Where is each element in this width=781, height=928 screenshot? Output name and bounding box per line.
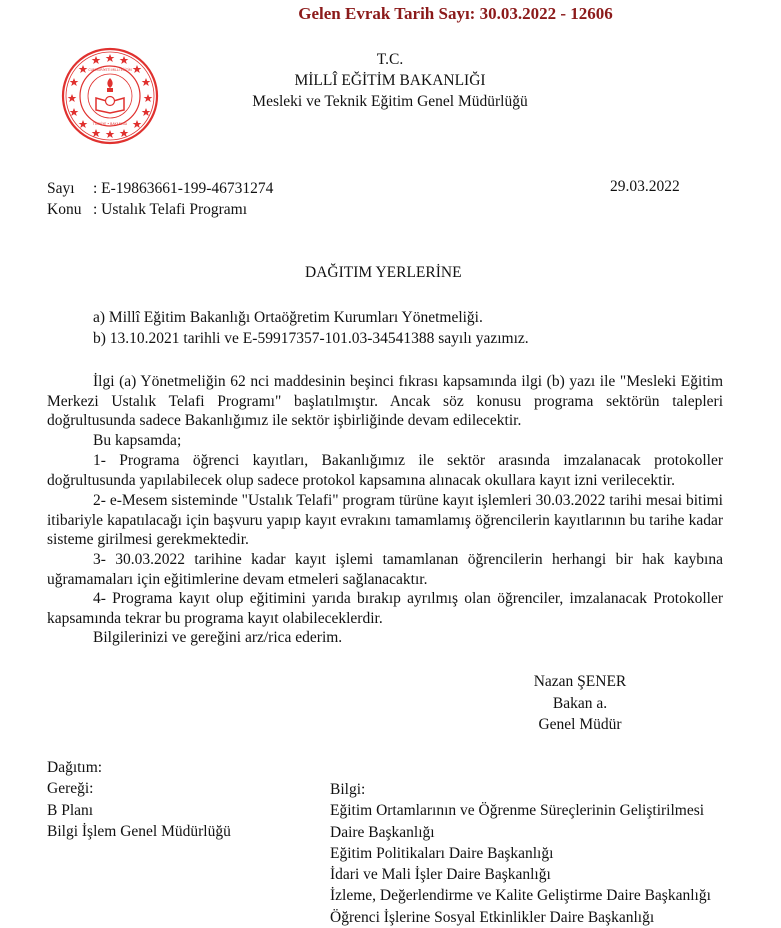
header-directorate: Mesleki ve Teknik Eğitim Genel Müdürlüğü [252, 93, 528, 110]
document-number-row [47, 178, 273, 199]
signatory-name: Nazan ŞENER [533, 673, 627, 690]
sayi-label: Sayı [47, 180, 75, 197]
distribution-gereg [47, 757, 231, 842]
body-item-3: 3- 30.03.2022 tarihine kadar kayıt işlemi tamamlanan öğrencilerin herhangi bir hak kaybına uğramamaları için eğitimlerine devam etmeleri sağlanacaktır. [47, 551, 723, 588]
bilgi-item: İzleme, Değerlendirme ve Kalite Geliştirme Daire Başkanlığı [330, 887, 711, 905]
konu-label: Konu [47, 201, 82, 218]
sayi-value: : E-19863661-199-46731274 [93, 180, 274, 197]
addressee: DAĞITIM YERLERİNE [305, 264, 462, 281]
body-paragraph-2: Bu kapsamda; [93, 432, 182, 449]
bilgi-label: Bilgi: [330, 781, 366, 798]
bilgi-item: İdari ve Mali İşler Daire Başkanlığı [330, 866, 551, 884]
body-closing: Bilgilerinizi ve gereğini arz/rica ederim. [93, 629, 343, 646]
signatory-title-1: Bakan a. [552, 694, 608, 712]
bilgi-item: Öğrenci İşlerine Sosyal Etkinlikler Daire Başkanlığı [330, 908, 655, 926]
document-date: 29.03.2022 [610, 178, 680, 195]
body-item-2: 2- e-Mesem sisteminde "Ustalık Telafi" program türüne kayıt işlemleri 30.03.2022 tarihi mesai bitimi itibariyle kapatılacağı için başvuru yapıp kayıt evrakını tamamlamış öğrencilerin kayıtlarının bu tarihe kadar sisteme girilmesi gerekmektedir. [47, 492, 723, 548]
reference-b: b) 13.10.2021 tarihli ve E-59917357-101.03-34541388 sayılı yazımız. [93, 330, 529, 347]
incoming-document-stamp: Gelen Evrak Tarih Sayı: 30.03.2022 - 12606 [298, 4, 613, 23]
gereg-item: B Planı [47, 801, 94, 819]
letterhead [200, 49, 580, 112]
body-item-1: 1- Programa öğrenci kayıtları, Bakanlığımız ile sektör arasında imzalanacak protokoller doğrultusunda yapılabilecek olup sadece protokol kapsamına alınacak okullara kayıt izni verilecektir. [47, 452, 723, 489]
gereg-item: Bilgi İşlem Genel Müdürlüğü [47, 822, 231, 840]
body-paragraph-1: İlgi (a) Yönetmeliğin 62 nci maddesinin beşinci fıkrası kapsamında ilgi (b) yazı ile "Mesleki Eğitim Merkezi Ustalık Telafi Programı" başlatılmıştır. Ancak söz konusu programa sektörün talepleri doğrultusunda sadece Bakanlığımız ile sektör işbirliğinde devam edilecektir. [47, 373, 723, 429]
header-tc: T.C. [376, 51, 404, 68]
gereg-label: Gereği: [47, 780, 94, 798]
subject-row [47, 199, 247, 220]
body-item-4: 4- Programa kayıt olup eğitimini yarıda bırakıp ayrılmış olan öğrenciler, imzalanacak Protokoller kapsamında tekrar bu programa kayıt olabileceklerdir. [47, 590, 723, 627]
meb-seal-graphic [60, 46, 160, 146]
bilgi-item: Eğitim Ortamlarının ve Öğrenme Süreçlerinin Geliştirilmesi [330, 802, 705, 820]
svg-text:TÜRKİYE • BAKANLIĞI: TÜRKİYE • BAKANLIĞI [92, 122, 128, 126]
distribution-label: Dağıtım: [47, 759, 103, 776]
signatory-title-2: Genel Müdür [538, 716, 622, 733]
distribution-bilgi [330, 779, 711, 928]
reference-a: a) Millî Eğitim Bakanlığı Ortaöğretim Kurumları Yönetmeliği. [93, 309, 483, 326]
header-ministry: MİLLÎ EĞİTİM BAKANLIĞI [294, 72, 486, 89]
svg-text:CUMHURİYETİ MİLLİ EĞİTİM: CUMHURİYETİ MİLLİ EĞİTİM [88, 68, 132, 72]
signature-block [500, 671, 660, 736]
bilgi-item: Daire Başkanlığı [330, 823, 435, 841]
konu-value: : Ustalık Telafi Programı [93, 201, 248, 218]
meb-seal-icon [60, 46, 160, 146]
bilgi-item: Eğitim Politikaları Daire Başkanlığı [330, 844, 554, 862]
